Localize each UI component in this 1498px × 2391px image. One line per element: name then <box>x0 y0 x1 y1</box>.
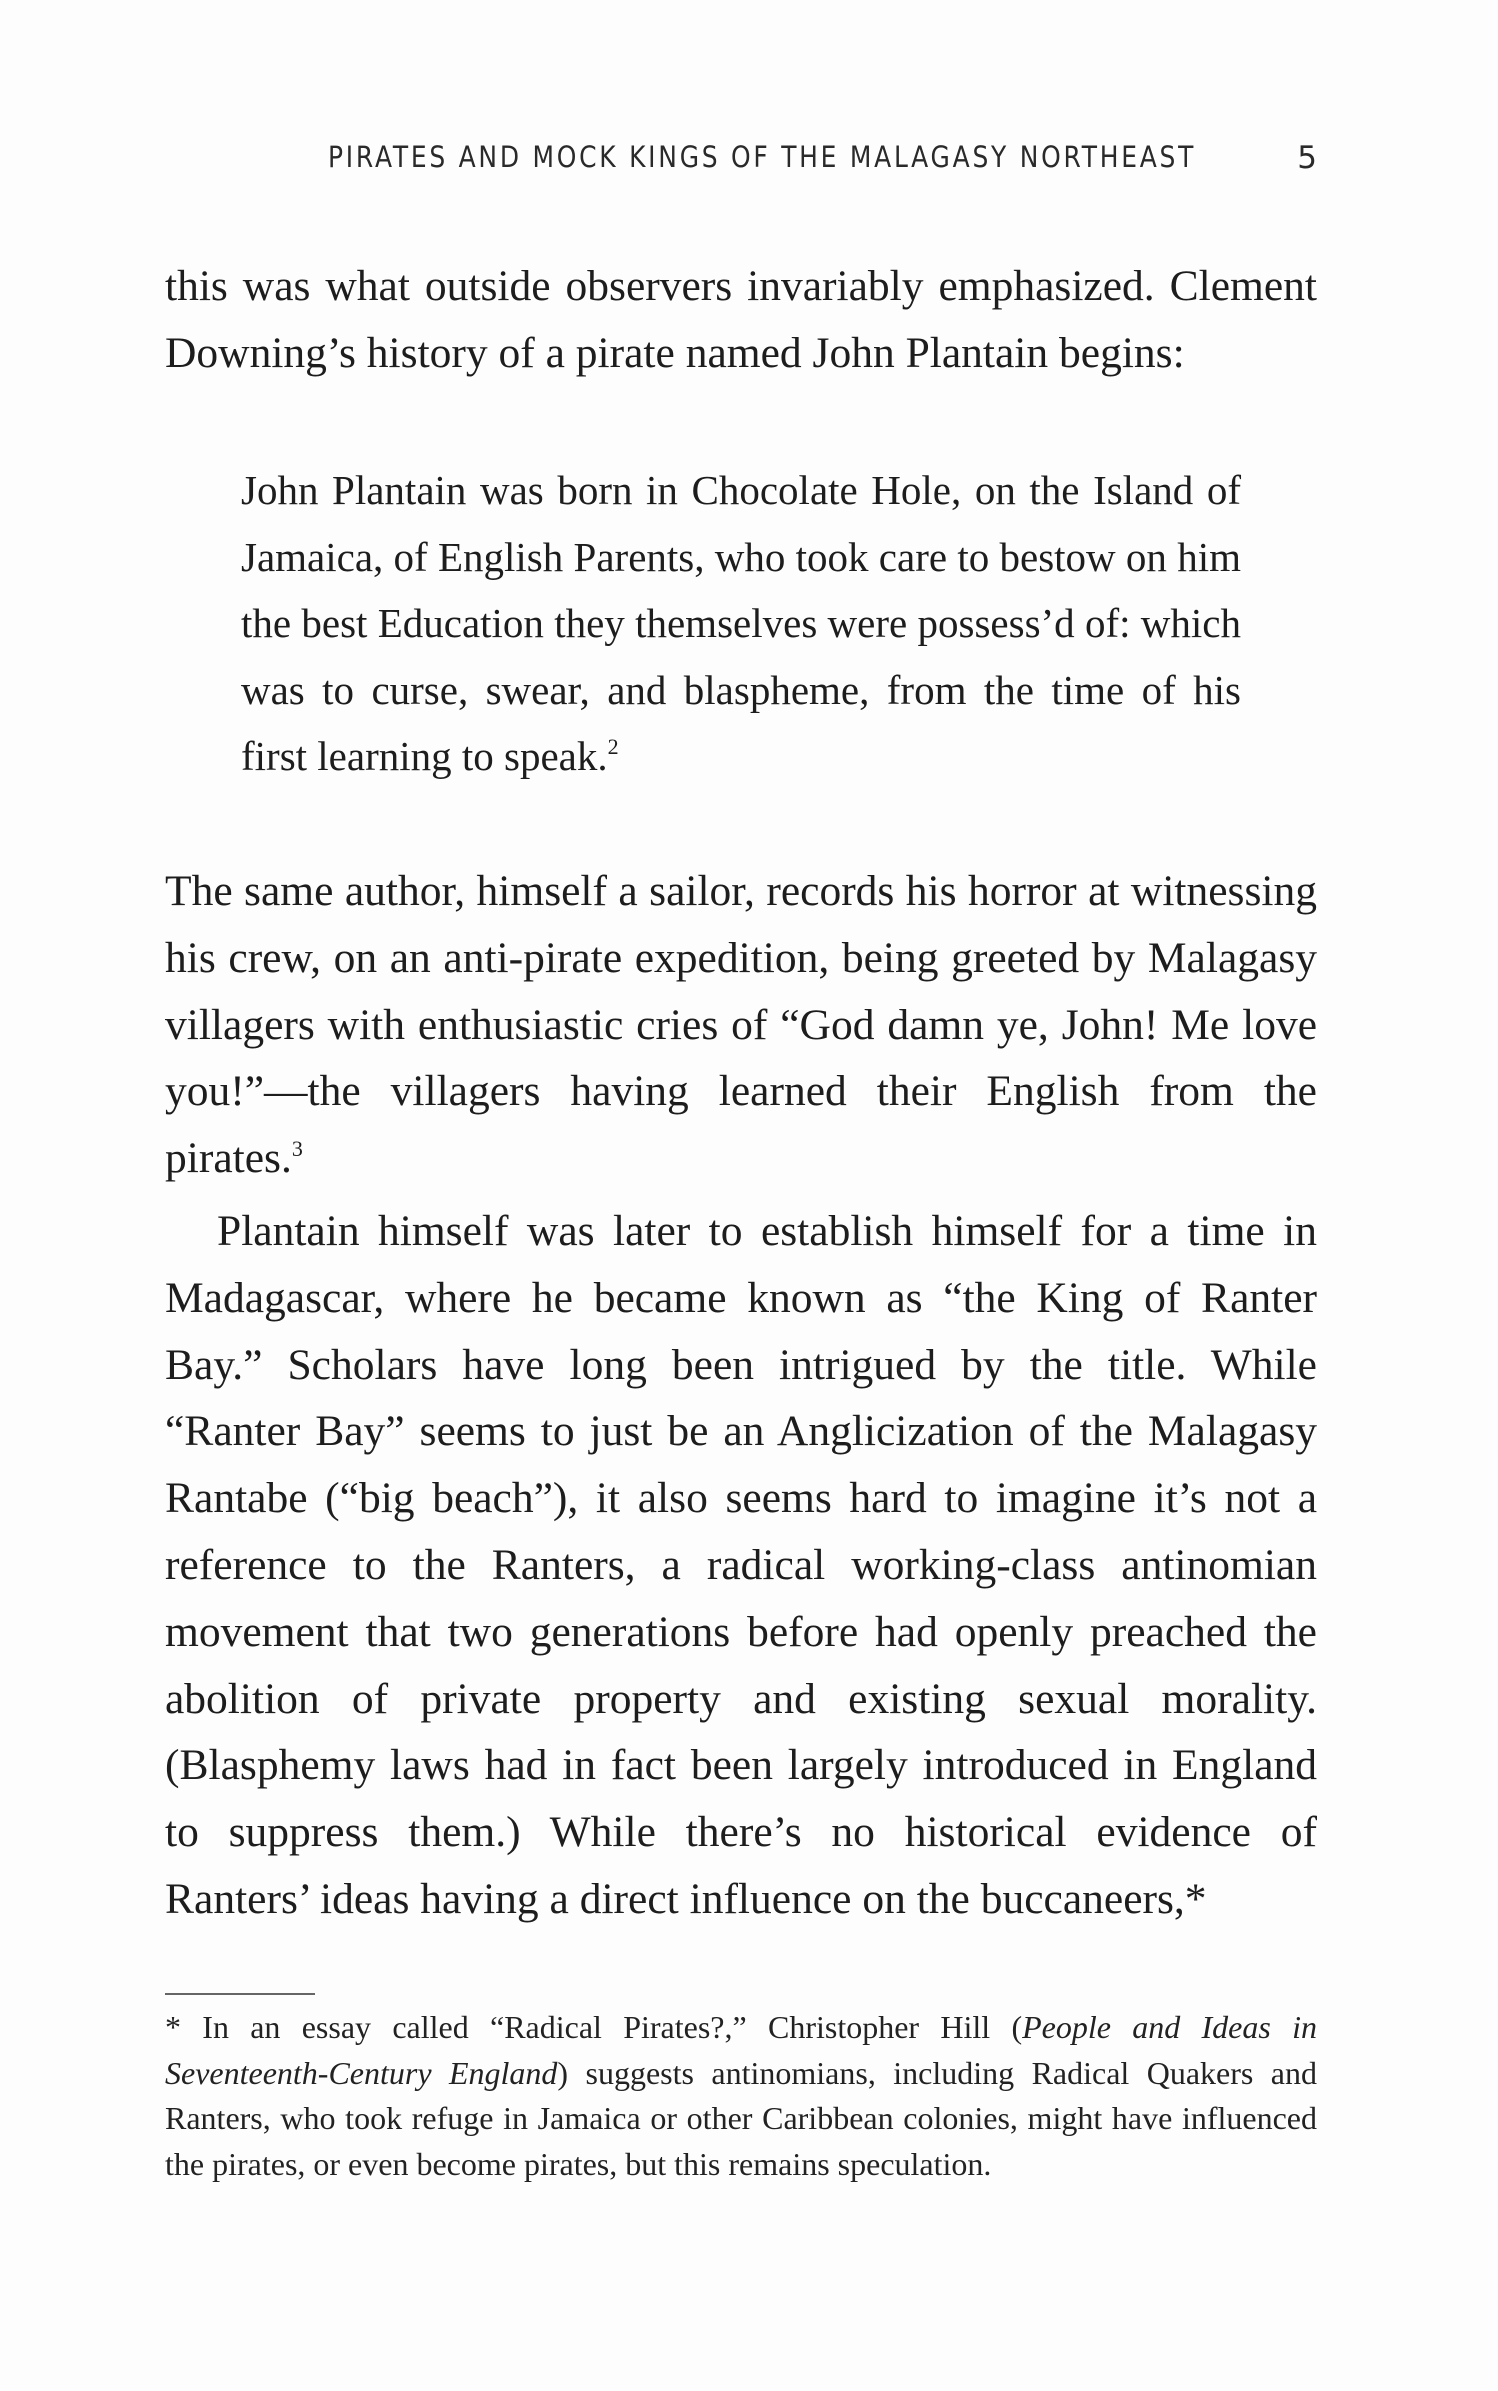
footnote <box>165 2005 1317 2187</box>
paragraph-horror <box>165 858 1317 1192</box>
block-quote-text: John Plantain was born in Chocolate Hole, on the Island of Jamaica, of English Parents, who took care to bestow on him the best Education they themselves were possess’d of: which was to curse, swear, and blaspheme, from the time of his first learning to speak. <box>241 467 1241 779</box>
note-reference-3: 3 <box>291 1136 303 1162</box>
page-number: 5 <box>1297 140 1317 176</box>
note-reference-2: 2 <box>607 734 619 759</box>
footnote-text-start: * In an essay called “Radical Pirates?,” Christopher Hill ( <box>165 2009 1023 2045</box>
running-head: PIRATES AND MOCK KINGS OF THE MALAGASY NORTHEAST <box>328 140 1197 174</box>
block-quote <box>241 457 1241 790</box>
page-header <box>165 140 1317 190</box>
paragraph-horror-text: The same author, himself a sailor, records his horror at witnessing his crew, on an anti-pirate expedition, being greeted by Malagasy villagers with enthusiastic cries of “God damn ye, John! Me love you!”—the villagers having learned their English from the pirates. <box>165 867 1317 1183</box>
paragraph-intro: this was what outside observers invariably emphasized. Clement Downing’s history of a pirate named John Plantain begins: <box>165 262 1317 377</box>
footnote-divider <box>165 1993 315 1995</box>
paragraph-ranter-bay: Plantain himself was later to establish himself for a time in Madagascar, where he became known as “the King of Ranter Bay.” Scholars have long been intrigued by the title. While “Ranter Bay” seems to just be an Anglicization of the Malagasy Rantabe (“big beach”), it also seems hard to imagine it’s not a reference to the Ranters, a radical working-class antinomian movement that two generations before had openly preached the abolition of private property and existing sexual morality. (Blasphemy laws had in fact been largely introduced in England to suppress them.) While there’s no historical evidence of Ranters’ ideas having a direct influence on the buccaneers,* <box>165 1207 1317 1923</box>
footnote-book-title: People and Ideas in Seventeenth-Century England <box>165 2009 1318 2091</box>
footnote-text-end: ) suggests antinomians, including Radical Quakers and Ranters, who took refuge in Jamaica or other Caribbean colonies, might have influenced the pirates, or even become pirates, but this remains speculation. <box>165 2054 1318 2182</box>
